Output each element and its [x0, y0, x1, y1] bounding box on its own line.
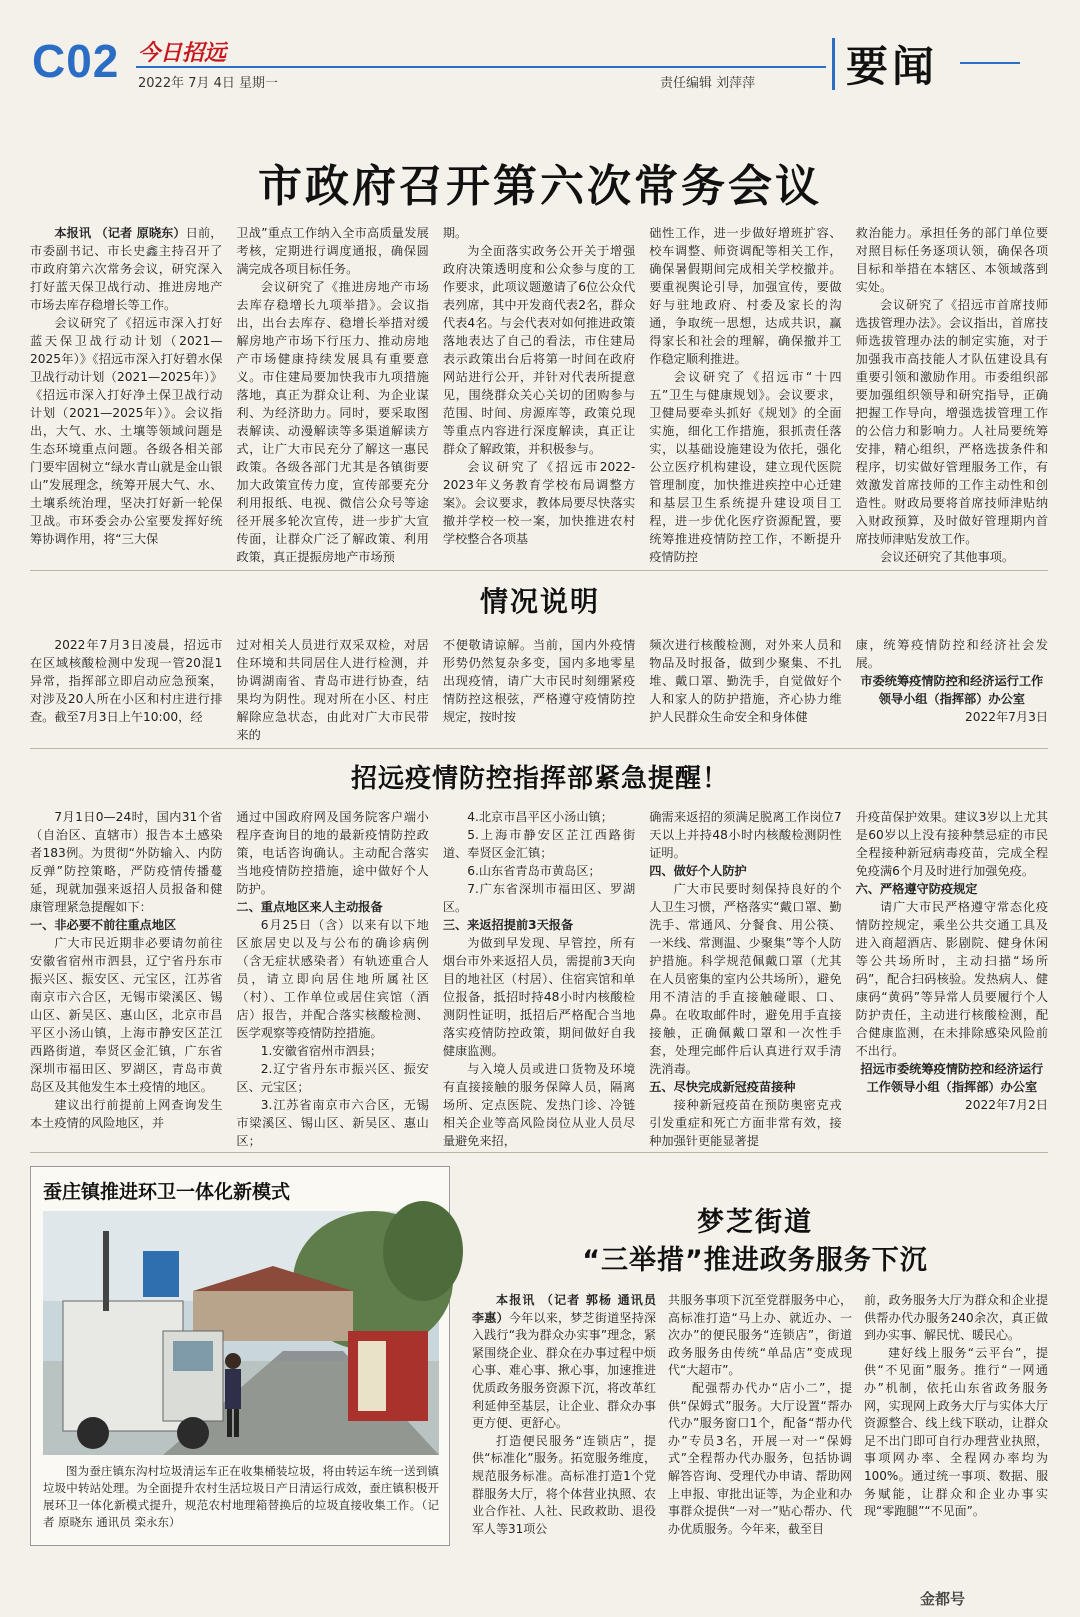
article2-paragraph: 不便敬请谅解。当前，国内外疫情形势仍然复杂多变，国内多地零星出现疫情，请广大市民时刻绷紧疫情防控这根弦，严格遵守疫情防控规定，按时按 [442, 638, 636, 724]
article2-column-4 [649, 636, 841, 738]
article1-byline: 本报讯 （记者 原晓东） [54, 226, 186, 240]
article1-paragraph: 期。 [442, 226, 468, 240]
article3-paragraph: 6.山东省青岛市黄岛区； [467, 864, 601, 878]
article1-paragraph: 会议研究了《招远市“十四五”卫生与健康规划》。会议要求，卫健局要牵头抓好《规划》的全面实施，细化工作措施，狠抓责任落实，以基础设施建设为依托，强化公立医疗机构建设，建立现代医院管理制度，加快推进疾控中心迁建和基层卫生系统提升建设项目工程，进一步优化医疗资源配置，要统筹推进疫情防控工作，不断提升疫情防控 [649, 370, 842, 564]
article1-paragraph: 会议研究了《招远市2022-2023年义务教育学校布局调整方案》。会议要求，教体局要尽快落实撤并学校一校一案，加快推进农村学校整合各项基 [442, 460, 636, 546]
article3-column-1 [30, 808, 222, 1140]
article3-column-4 [649, 808, 842, 1148]
article1-body [30, 224, 1048, 562]
article2-column-3 [443, 636, 635, 738]
article4-headline-line2: “三举措”推进政务服务下沉 [582, 1245, 928, 1276]
article3-paragraph: 广大市民近期非必要请勿前往安徽省宿州市泗县，辽宁省丹东市振兴区、振安区、元宝区，江苏省南京市六合区，无锡市梁溪区、锡山区、新吴区、惠山区，北京市昌平区小汤山镇，上海市静安区芷江西路街道，奉贤区金汇镇，广东省深圳市福田区、罗湖区，青岛市黄岛区及其他发生本土疫情的地区。 [30, 936, 223, 1094]
article3-paragraph: 接种新冠疫苗在预防奥密克戎引发重症和死亡方面非常有效，接种加强针更能显著提 [649, 1098, 842, 1148]
article2-signer: 市委统筹疫情防控和经济运行工作领导小组（指挥部）办公室 [860, 674, 1044, 706]
masthead [0, 0, 1080, 100]
article2-headline: 情况说明 [479, 585, 600, 618]
photo-story [30, 1166, 450, 1546]
article3-sign-date: 2022年7月2日 [964, 1098, 1049, 1112]
article1-column-4 [649, 224, 841, 562]
article3-paragraph: 为做到早发现、早管控，所有烟台市外来返招人员，需提前3天向目的地社区（村居）、住宿宾馆和单位报备，抵招时持48小时内核酸检测阴性证明，抵招后严格配合当地落实疫情防控政策，期间做好自我健康监测。 [442, 936, 636, 1058]
article3-headline: 招远疫情防控指挥部紧急提醒！ [350, 764, 729, 794]
responsible-editor: 责任编辑 刘萍萍 [660, 76, 756, 91]
watermark: 金都号 [920, 1590, 966, 1608]
article3-paragraph: 建议出行前提前上网查询发生本土疫情的风险地区，并 [30, 1098, 223, 1130]
article1-paragraph: 会议研究了《招远市首席技师选拔管理办法》。会议指出，首席技师选拔管理办法的制定实施，对于加强我市高技能人才队伍建设具有重要引领和激励作用。市委组织部要加强组织领导和研究指导，正确把握工作导向，增强选拔管理工作的公信力和影响力。人社局要统筹安排，精心组织，严格选拔条件和程序，切实做好管理服务工作，有效激发首席技师的工作主动性和创造性。财政局要将首席技师津贴纳入财政预算，及时做好管理期内首席技师津贴发放工作。 [855, 298, 1049, 546]
article3-signer: 招远市委统筹疫情防控和经济运行工作领导小组（指挥部）办公室 [860, 1062, 1044, 1094]
article4-paragraph: 前，政务服务大厅为群众和企业提供帮办代办服务240余次，真正做到办实事、解民忧、暖民心。 [864, 1293, 1048, 1343]
article3-column-3 [442, 808, 636, 1148]
article1-paragraph: 为全面落实政务公开关于增强政府决策透明度和公众参与度的工作要求，此项议题邀请了6位公众代表列席，其中开发商代表2名，群众代表4名。与会代表对如何推进政策落地表达了自己的看法，市住建局表示政策出台后将第一时间在政府网站进行公开，并针对代表所提意见，围绕群众关心关切的团购参与范围、时间、房源库等，政策兑现等重点内容进行深度解读，真正让群众了解政策，并积极参与。 [442, 244, 636, 456]
section-rule [960, 62, 1020, 64]
article4-column-3 [864, 1292, 1048, 1592]
article3-column-2 [236, 808, 429, 1148]
article3-paragraph: 确需来返招的须满足脱离工作岗位7天以上并持48小时内核酸检测阴性证明。 [649, 810, 842, 860]
article2-paragraph: 2022年7月3日凌晨，招远市在区域核酸检测中发现一管20混1异常，指挥部立即启动应急预案，对涉及20人所在小区和村庄进行排查。截至7月3日上午10:00，经 [30, 638, 223, 724]
newspaper-logo: 今日招远 [138, 40, 227, 66]
article2-column-5 [856, 636, 1048, 738]
article3-paragraph: 与入境人员或进口货物及环境有直接接触的服务保障人员，隔离场所、定点医院、发热门诊、冷链相关企业等高风险岗位从业人员尽量避免来招， [442, 1062, 636, 1148]
article1-column-1 [30, 224, 222, 562]
article4-paragraph: 共服务事项下沉至党群服务中心，高标准打造“马上办、就近办、一次办”的便民服务“连锁店”，街道政务服务由传统“单品店”变成现代“大超市”。 [668, 1293, 852, 1378]
article4-column-1 [472, 1292, 656, 1592]
section-name: 要闻 [846, 42, 939, 91]
divider [30, 570, 1048, 571]
article3-paragraph: 5.上海市静安区芷江西路街道、奉贤区金汇镇； [442, 828, 636, 860]
article1-paragraph: 础性工作，进一步做好增班扩容、校车调整、师资调配等相关工作，确保暑假期间完成相关学校撤并。要重视舆论引导，加强宣传，要做好与驻地政府、村委及家长的沟通，争取统一思想，达成共识，赢得家长和社会的理解，确保撤并工作稳定顺利推进。 [649, 226, 842, 366]
article1-paragraph: 会议还研究了其他事项。 [880, 550, 1015, 564]
photo-story-title: 蚕庄镇推进环卫一体化新模式 [43, 1181, 291, 1203]
article4-column-2 [668, 1292, 852, 1592]
article4-paragraph: 建好线上服务“云平台”，提供“不见面”服务。推行“一网通办”机制，依托山东省政务服务网，实现网上政务大厅与实体大厅资源整合、线上线下联动，让群众足不出门即可自行办理营业执照，事项网办率、全程网办率均为100%。通过统一事项、数据、服务赋能，让群众和企业办事实现“零跑腿”“不见面”。 [864, 1345, 1048, 1519]
article2-paragraph: 康，统筹疫情防控和经济社会发展。 [855, 638, 1049, 670]
article3-paragraph: 2.辽宁省丹东市振兴区、振安区、元宝区； [236, 1062, 429, 1094]
article1-paragraph: 日前，市委副书记、市长史鑫主持召开了市政府第六次常务会议，研究深入打好蓝天保卫战行动、推进房地产市场去库存稳增长等工作。 [30, 226, 223, 312]
article3-paragraph: 1.安徽省宿州市泗县； [260, 1044, 383, 1058]
article4-paragraph: 打造便民服务“连锁店”，提供“标准化”服务。拓宽服务维度，规范服务标准。高标准打造1个党群服务大厅，将个体营业执照、农业合作社、人社、民政救助、退役军人等31项公 [472, 1433, 656, 1536]
article4-body [472, 1292, 1048, 1592]
article4-paragraph: 今年以来，梦芝街道坚持深入践行“我为群众办实事”理念，紧紧围绕企业、群众在办事过程中烦心事、难心事、揪心事，加速推进优质政务服务资源下沉，将改革红利延伸至基层，让企业、群众办事更方便、更舒心。 [472, 1310, 656, 1431]
article1-column-3 [443, 224, 635, 562]
article3-paragraph: 4.北京市昌平区小汤山镇； [467, 810, 613, 824]
article3-body [30, 808, 1049, 1148]
article3-paragraph: 通过中国政府网及国务院客户端小程序查询目的地的最新疫情防控政策，电话咨询确认。主动配合落实当地疫情防控措施，途中做好个人防护。 [236, 810, 429, 896]
article1-headline: 市政府召开第六次常务会议 [258, 161, 822, 212]
article1-column-2 [236, 224, 428, 562]
article1-paragraph: 会议研究了《招远市深入打好蓝天保卫战行动计划（2021—2025年）》《招远市深入打好碧水保卫战行动计划（2021—2025年）》《招远市深入打好净土保卫战行动计划（2021—2025年）》。会议指出，大气、水、土壤等领域问题是生态环境重点问题。各级各相关部门要牢固树立“绿水青山就是金山银山”发展理念，统筹开展大气、水、土壤系统治理，坚决打好新一轮保卫战。市环委会办公室要发挥好统筹协调作用，将“三大保 [30, 316, 223, 546]
photo-caption: 图为蚕庄镇东沟村垃圾清运车正在收集桶装垃圾，将由转运车统一送到镇垃圾中转站处理。为全面提升农村生活垃圾日产日清运行成效，蚕庄镇积极开展环卫一体化新模式提升，规范农村地理箱替换后的垃圾直接收集工作。（记者 原晓东 通讯员 栾永东） [43, 1464, 439, 1529]
article3-paragraph: 6月25日（含）以来有以下地区旅居史以及与公布的确诊病例（含无症状感染者）有轨迹重合人员，请立即向居住地所属社区（村）、工作单位或居住宾馆（酒店）报告，并配合落实核酸检测、医学观察等疫情防控措施。 [236, 918, 429, 1040]
article4-headline-line1: 梦芝街道 [697, 1207, 813, 1238]
article1-column-5 [856, 224, 1048, 562]
article1-paragraph: 卫战”重点工作纳入全市高质量发展考核，定期进行调度通报，确保圆满完成各项目标任务。 [236, 226, 429, 276]
issue-date: 2022年 7月 4日 星期一 [138, 76, 279, 91]
masthead-rule [136, 66, 826, 68]
article1-paragraph: 救治能力。承担任务的部门单位要对照目标任务逐项认领，确保各项目标和举措在本辖区、本领域落到实处。 [855, 226, 1049, 294]
article3-paragraph: 广大市民要时刻保持良好的个人卫生习惯，严格落实“戴口罩、勤洗手、常通风、分餐食、用公筷、一米线、常测温、少聚集”等个人防护措施。科学规范佩戴口罩（尤其在人员密集的室内公共场所），避免用不清洁的手直接触碰眼、口、鼻。在收取邮件时，避免用手直接接触，正确佩戴口罩和一次性手套，处理完邮件后认真进行双手清洗消毒。 [649, 882, 842, 1076]
article3-column-5 [856, 808, 1048, 1140]
article2-paragraph: 过对相关人员进行双采双检，对居住环境和共同居住人进行检测，并协调湖南省、青岛市进行协查，结果均为阴性。现对所在小区、村庄解除应急状态，由此对广大市民带来的 [236, 638, 429, 742]
article3-subheading: 一、非必要不前往重点地区 [30, 918, 177, 932]
article3-paragraph: 升疫苗保护效果。建议3岁以上尤其是60岁以上没有接种禁忌症的市民全程接种新冠病毒疫苗，完成全程免疫满6个月及时进行加强免疫。 [855, 810, 1049, 878]
divider [30, 748, 1048, 749]
article2-column-2 [236, 636, 429, 742]
page-code: C02 [32, 35, 120, 87]
article2-body [30, 636, 1049, 742]
article3-subheading: 五、尽快完成新冠疫苗接种 [649, 1080, 796, 1094]
article2-sign-date: 2022年7月3日 [964, 710, 1049, 724]
article3-paragraph: 7.广东省深圳市福田区、罗湖区。 [442, 882, 636, 914]
section-divider-bar [832, 38, 835, 90]
garbage-truck-photo [43, 1211, 439, 1455]
article3-subheading: 四、做好个人防护 [649, 864, 747, 878]
article2-paragraph: 频次进行核酸检测，对外来人员和物品及时报备，做到少聚集、不扎堆、戴口罩、勤洗手，自觉做好个人和家人的防护措施，齐心协力维护人民群众生命安全和身体健 [649, 638, 842, 724]
article1-paragraph: 会议研究了《推进房地产市场去库存稳增长九项举措》。会议指出，出台去库存、稳增长举措对缓解房地产市场下行压力、推动房地产市场健康持续发展具有重要意义。市住建局要加快我市九项措施落地，真正为群众让利、为企业谋利、为经济助力。同时，要采取图表解读、动漫解读等多渠道解读方式，让广大市民充分了解这一惠民政策。各级各部门尤其是各镇街要加大政策宣传力度，宣传部要充分利用报纸、电视、微信公众号等途径开展多轮次宣传，进一步扩大宣传面，让群众广泛了解政策、利用政策，真正提振房地产市场预 [236, 280, 429, 564]
article4-byline: 本报讯 （记者 郭杨 通讯员 李惠） [472, 1293, 656, 1325]
article3-paragraph: 请广大市民严格遵守常态化疫情防控规定，乘坐公共交通工具及进入商超酒店、影剧院、健身休闲等公共场所时，主动扫描“场所码”，配合扫码核验。发热病人、健康码“黄码”等异常人员要履行个人防护责任，主动进行核酸检测，配合健康监测，在未排除感染风险前不出行。 [855, 900, 1049, 1058]
article3-subheading: 三、来返招提前3天报备 [442, 918, 574, 932]
article3-subheading: 二、重点地区来人主动报备 [236, 900, 383, 914]
article4-paragraph: 配强帮办代办“店小二”，提供“保姆式”服务。大厅设置“帮办代办”服务窗口1个，配备“帮办代办”专员3名，开展一对一“保姆式”全程帮办代办服务，包括协调解答咨询、受理代办申请、帮助网上申报、审批出证等，为企业和办事群众提供“一对一”贴心帮办、代办优质服务。今年来，截至目 [668, 1380, 852, 1536]
article3-paragraph: 3.江苏省南京市六合区，无锡市梁溪区、锡山区、新吴区、惠山区； [236, 1098, 429, 1148]
article3-subheading: 六、严格遵守防疫规定 [855, 882, 978, 896]
article2-column-1 [30, 636, 222, 738]
article3-paragraph: 7月1日0—24时，国内31个省（自治区、直辖市）报告本土感染者183例。为贯彻“外防输入、内防反弹”防控策略，严防疫情传播蔓延，现就加强来返招人员报备和健康管理紧急提醒如下： [30, 810, 223, 914]
divider [30, 1152, 1048, 1153]
